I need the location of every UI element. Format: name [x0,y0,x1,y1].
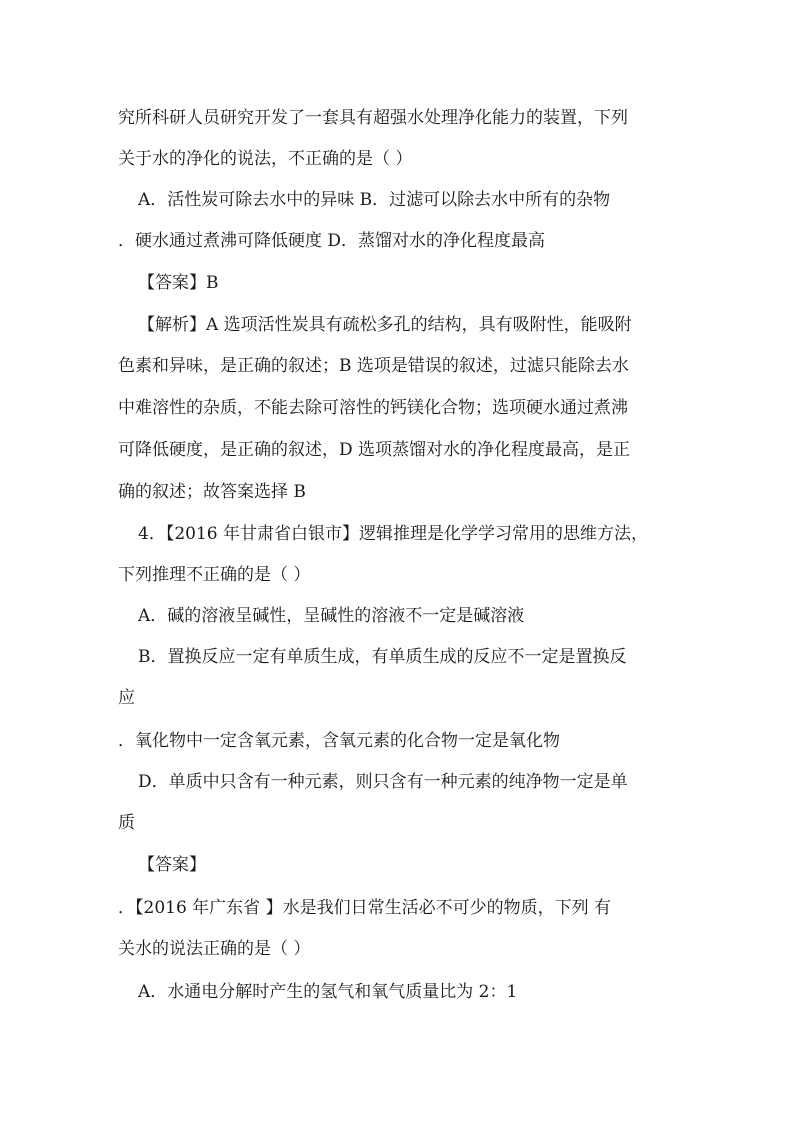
text-line: B．置换反应一定有单质生成，有单质生成的反应不一定是置换反 [138,647,627,667]
text-line: A．活性炭可除去水中的异味 B．过滤可以除去水中所有的杂物 [138,190,611,210]
text-line: 色素和异味，是正确的叙述；B 选项是错误的叙述，过滤只能除去水 [118,356,629,376]
text-line: 【答案】B [138,273,219,293]
text-line: 下列推理不正确的是（ ） [118,565,311,585]
text-line: 应 [118,688,135,708]
text-line: 4．【2016 年甘肃省白银市】逻辑推理是化学学习常用的思维方法， [138,524,648,544]
text-line: 关于水的净化的说法，不正确的是（ ） [118,149,413,169]
text-line: ．【2016 年广东省 】水是我们日常生活必不可少的物质，下列 有 [118,898,611,918]
text-line: 关水的说法正确的是（ ） [118,939,311,959]
text-line: 可降低硬度，是正确的叙述，D 选项蒸馏对水的净化程度最高，是正 [118,440,631,460]
text-line: ．氧化物中一定含氧元素，含氧元素的化合物一定是氧化物 [118,731,560,751]
text-line: 质 [118,813,135,833]
text-line: 确的叙述；故答案选择 B [118,482,306,502]
text-line: 中难溶性的杂质，不能去除可溶性的钙镁化合物；选项硬水通过煮沸 [118,398,628,418]
text-line: A．碱的溶液呈碱性，呈碱性的溶液不一定是碱溶液 [138,606,525,626]
text-line: 究所科研人员研究开发了一套具有超强水处理净化能力的装置，下列 [118,108,628,128]
text-line: 【解析】A 选项活性炭具有疏松多孔的结构，具有吸附性，能吸附 [138,315,632,335]
text-line: D．单质中只含有一种元素，则只含有一种元素的纯净物一定是单 [138,772,628,792]
text-line: 【答案】 [138,855,206,875]
text-line: A．水通电分解时产生的氢气和氧气质量比为 2：1 [138,982,518,1002]
text-line: ．硬水通过煮沸可降低硬度 D．蒸馏对水的净化程度最高 [118,231,546,251]
